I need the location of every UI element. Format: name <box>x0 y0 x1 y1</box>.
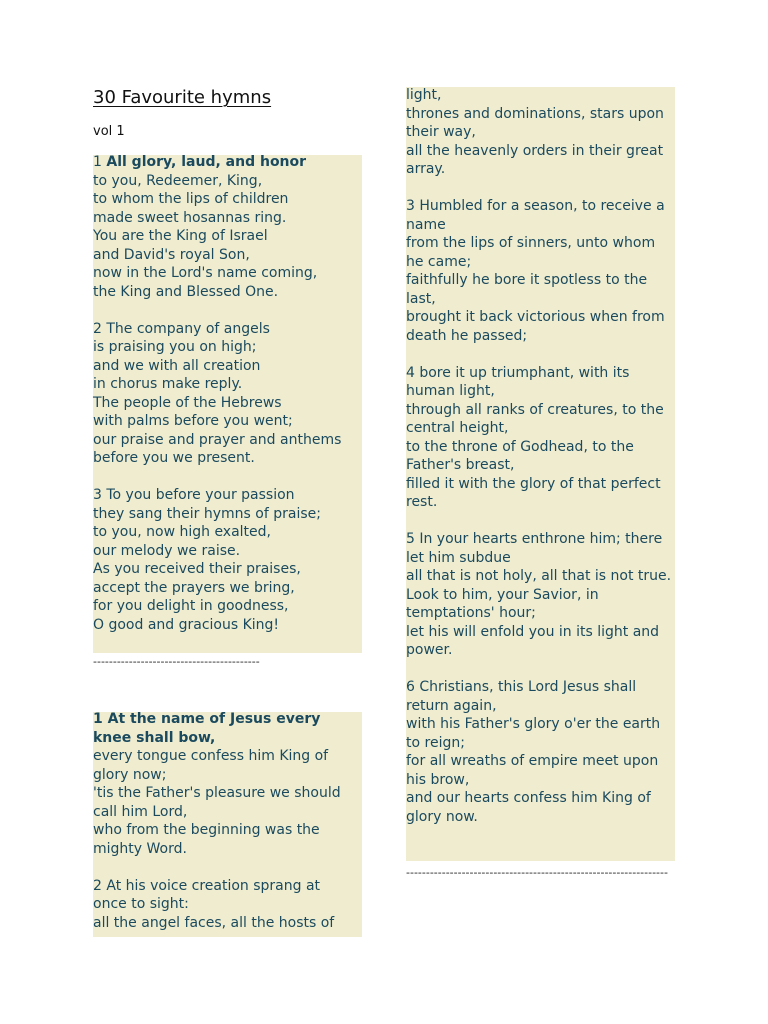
verse-line: is praising you on high; <box>93 339 257 355</box>
page-title: 30 Favourite hymns <box>93 87 272 108</box>
verse-line: they sang their hymns of praise; <box>93 505 321 522</box>
verse-line: 3 To you before your passion <box>93 487 295 503</box>
verse-line: and we with all creation <box>93 357 261 374</box>
verse-line: You are the King of Israel <box>93 228 268 244</box>
stanza-gap <box>406 660 674 679</box>
hymn-all-glory <box>93 153 361 634</box>
hymn-continuation <box>406 86 674 826</box>
verse-line: with his Father's glory o'er the earth to reign; <box>406 716 661 751</box>
verse-line: from the lips of sinners, unto whom he came; <box>406 235 656 270</box>
stanza-gap <box>406 179 674 198</box>
verse-line: now in the Lord's name coming, <box>93 265 318 281</box>
verse-line: through all ranks of creatures, to the central height, <box>406 401 664 436</box>
verse-line: for you delight in goodness, <box>93 598 289 614</box>
verse-line: The people of the Hebrews <box>93 394 282 411</box>
verse-line: let his will enfold you in its light and power. <box>406 623 660 658</box>
stanza-gap <box>93 301 361 320</box>
verse-line: to whom the lips of children <box>93 191 289 207</box>
stanza-gap <box>406 345 674 364</box>
verse-line: our melody we raise. <box>93 542 241 559</box>
section-divider: ------------------------------------------------------------------ <box>406 866 668 879</box>
verse-line: faithfully he bore it spotless to the last, <box>406 272 648 307</box>
section-divider: ------------------------------------------ <box>93 655 260 668</box>
verse-line: 2 The company of angels <box>93 320 270 337</box>
verse-line: our praise and prayer and anthems <box>93 431 342 448</box>
stanza-gap <box>93 468 361 487</box>
verse-line: thrones and dominations, stars upon their way, <box>406 105 664 140</box>
verse-line: all the heavenly orders in their great array. <box>406 142 664 177</box>
volume-label: vol 1 <box>93 124 125 139</box>
verse-line: As you received their praises, <box>93 561 301 577</box>
verse-line: with palms before you went; <box>93 413 293 429</box>
verse-line: in chorus make reply. <box>93 376 243 392</box>
stanza-number: 1 <box>93 154 107 170</box>
verse-line: the King and Blessed One. <box>93 283 279 300</box>
verse-line: 6 Christians, this Lord Jesus shall return again, <box>406 679 637 714</box>
verse-line: 5 In your hearts enthrone him; there let him subdue <box>406 531 663 566</box>
verse-line: 'tis the Father's pleasure we should call him Lord, <box>93 785 341 820</box>
verse-line: to you, Redeemer, King, <box>93 172 263 189</box>
verse-line: all the angel faces, all the hosts of <box>93 914 335 931</box>
stanza-gap <box>406 512 674 531</box>
verse-line: to the throne of Godhead, to the Father's breast, <box>406 438 634 473</box>
verse-line: Look to him, your Savior, in temptations' hour; <box>406 586 599 621</box>
verse-line: who from the beginning was the mighty Word. <box>93 822 320 857</box>
verse-line: all that is not holy, all that is not true. <box>406 568 672 584</box>
hymn-heading: All glory, laud, and honor <box>106 154 307 170</box>
verse-line: for all wreaths of empire meet upon his brow, <box>406 753 659 788</box>
hymn-at-the-name-of-jesus <box>93 710 355 932</box>
verse-line: light, <box>406 87 442 103</box>
verse-line: 3 Humbled for a season, to receive a name <box>406 198 665 233</box>
stanza-gap <box>93 858 355 877</box>
verse-line: filled it with the glory of that perfect rest. <box>406 475 661 510</box>
verse-line: to you, now high exalted, <box>93 524 272 540</box>
verse-line: every tongue confess him King of glory now; <box>93 748 329 783</box>
verse-line: 4 bore it up triumphant, with its human light, <box>406 364 630 399</box>
verse-line: before you we present. <box>93 450 255 466</box>
verse-line: and our hearts confess him King of glory now. <box>406 790 651 825</box>
hymn-heading: 1 At the name of Jesus every knee shall bow, <box>93 711 321 746</box>
verse-line: 2 At his voice creation sprang at once to sight: <box>93 877 321 912</box>
verse-line: accept the prayers we bring, <box>93 579 295 596</box>
stanza-heading-line <box>93 153 361 172</box>
verse-line: brought it back victorious when from death he passed; <box>406 309 665 344</box>
verse-line: O good and gracious King! <box>93 616 280 633</box>
verse-line: and David's royal Son, <box>93 246 250 263</box>
verse-line: made sweet hosannas ring. <box>93 209 287 226</box>
